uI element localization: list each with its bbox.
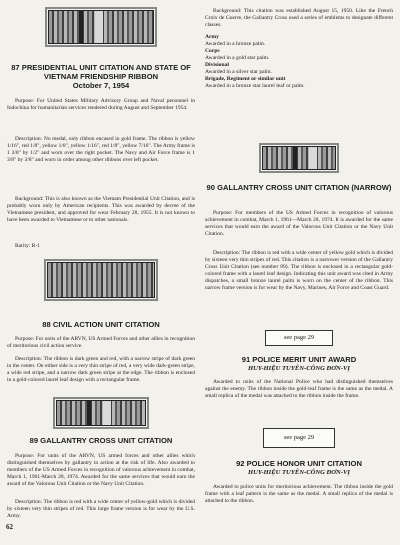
description-87: Description: No medal, only ribbon encased in gold frame. The ribbon is yellow 1/16", red 1/8", yellow 1/8", yellow 1/16", red 1/8", yellow 7/16". The Army frame is 1 3/8" by 1/2" and worn over the right pocket. The Navy and Air Force frame is 1 3/8" by 3/8" and worn in order among other ribbons over left pocket. xyxy=(7,136,195,164)
device-title: Corps xyxy=(205,48,220,55)
purpose-89: Purpose: For units of the ARVN, US armed forces and other allies which distinguished themselves by gallantry in action at the risk of life. Also awarded to members of the US Armed Forces in recognition of valorous achievement in combat, March 1, 1961-March 28, 1974. Awarded for the same services that would earn the award of the Valorous Unit Citation or the Navy Unit Citation. xyxy=(7,453,195,488)
background-89: Background: This citation was established August 15, 1950. Like the French Croix de Guerre, the Gallantry Cross used a series of emblems to designate different classes. xyxy=(205,8,393,29)
ribbon-image-87 xyxy=(48,10,154,44)
left-column xyxy=(7,0,195,545)
section-title-87: 87 PRESIDENTIAL UNIT CITATION AND STATE OF VIETNAM FRIENDSHIP RIBBON xyxy=(11,63,191,81)
background-87: Background: This is also known as the Vietnam Presidential Unit Citation, and is probably worn only by American recipients. This was awarded by decree of the Vietnamese president, and approved for wear February 28, 1955. It is not known to have been awarded to Vietnamese or to other nationals. xyxy=(7,196,195,224)
see-page-box-92: see page 29 xyxy=(263,428,335,448)
device-title: Divisional xyxy=(205,62,229,69)
text-92: Awarded to police units for meritorious achievement. The ribbon inside the gold frame with a leaf pattern is the same as the medal. A small replica of the medal is attached to the ribbon. xyxy=(205,484,393,505)
ribbon-image-88 xyxy=(47,262,155,298)
device-title: Brigade, Regiment or similar unit xyxy=(205,76,286,83)
description-88: Description: The ribbon is dark green and red, with a narrow stripe of dark green in the center. On either side is a very thin stripe of red, a very wide dark-green stripe, a wide red stripe, and a narrow dark green stripe at the edge. The ribbon is enclosed in a gold-colored laurel leaf design with a rectangular frame. xyxy=(7,356,195,384)
right-column xyxy=(205,0,393,545)
section-title-88: 88 CIVIL ACTION UNIT CITATION xyxy=(42,320,160,329)
device-desc: Awarded in a bronze palm. xyxy=(205,41,266,48)
section-subtitle-91: HUY-HIỆU TUYÊN-CÔNG ĐƠN-VỊ xyxy=(248,364,350,372)
purpose-88: Purpose: For units of the ARVN, US Armed Forces and other allies in recognition of meritorious civil action service. xyxy=(7,336,195,350)
section-title-92: 92 POLICE HONOR UNIT CITATION xyxy=(236,459,362,468)
description-89: Description: The ribbon is red with a wide center of yellow-gold which is divided by sixteen very thin stripes of red. This large frame version is for wear by the U.S. Army. xyxy=(7,499,195,520)
device-list xyxy=(205,34,393,90)
purpose-90: Purpose: For members of the US Armed Forces in recognition of valorous achievement in combat, March 1, 1961—March 28, 1974. It is awarded for the same services that would earn the award of the Valorous Unit Citation or the Navy Unit Citation. xyxy=(205,210,393,238)
section-subtitle-92: HUY-HIỆU TUYÊN-CÔNG ĐƠN-VỊ xyxy=(248,468,350,476)
purpose-87: Purpose: For United States Military Advisory Group and Naval personnel in Indochina for humanitarian services rendered during August and September 1954. xyxy=(7,98,195,112)
see-page-box-91: see page 29 xyxy=(265,330,333,346)
rarity-87: Rarity: R-1 xyxy=(15,243,40,249)
device-desc: Awarded in a bronze star laurel leaf or palm. xyxy=(205,83,305,90)
section-date-87: October 7, 1954 xyxy=(72,80,130,90)
page-number: 62 xyxy=(6,523,13,531)
section-title-89: 89 GALLANTRY CROSS UNIT CITATION xyxy=(29,436,173,445)
section-title-91: 91 POLICE MERIT UNIT AWARD xyxy=(241,355,357,364)
text-91: Awarded to units of the National Police who had distinguished themselves against the enemy. The ribbon inside the gold-leaf frame is the same as the medal. A small replica of the medal was attached to the ribbon inside the frame. xyxy=(205,379,393,400)
device-desc: Awarded in a gold star palm. xyxy=(205,55,270,62)
section-title-90: 90 GALLANTRY CROSS UNIT CITATION (NARROW) xyxy=(206,183,392,192)
ribbon-image-90 xyxy=(262,146,336,170)
description-90: Description: The ribbon is red with a wide center of yellow gold which is divided by sixteen very thin stripes of red. This citation is a narrower version of the Gallantry Cross Unit Citation (see number 89). The ribbon is enclosed in a rectangular gold-colored frame with a laurel leaf design. Indicating this unit award was cited in Army dispatches, a small bronze laurel palm is worn on the center of the ribbon. This narrow frame version is for wear by the Navy, Marines, Air Force and Coast Guard. xyxy=(205,250,393,292)
device-desc: Awarded in a silver star palm. xyxy=(205,69,272,76)
device-title: Army xyxy=(205,34,219,40)
ribbon-image-89 xyxy=(56,400,146,426)
